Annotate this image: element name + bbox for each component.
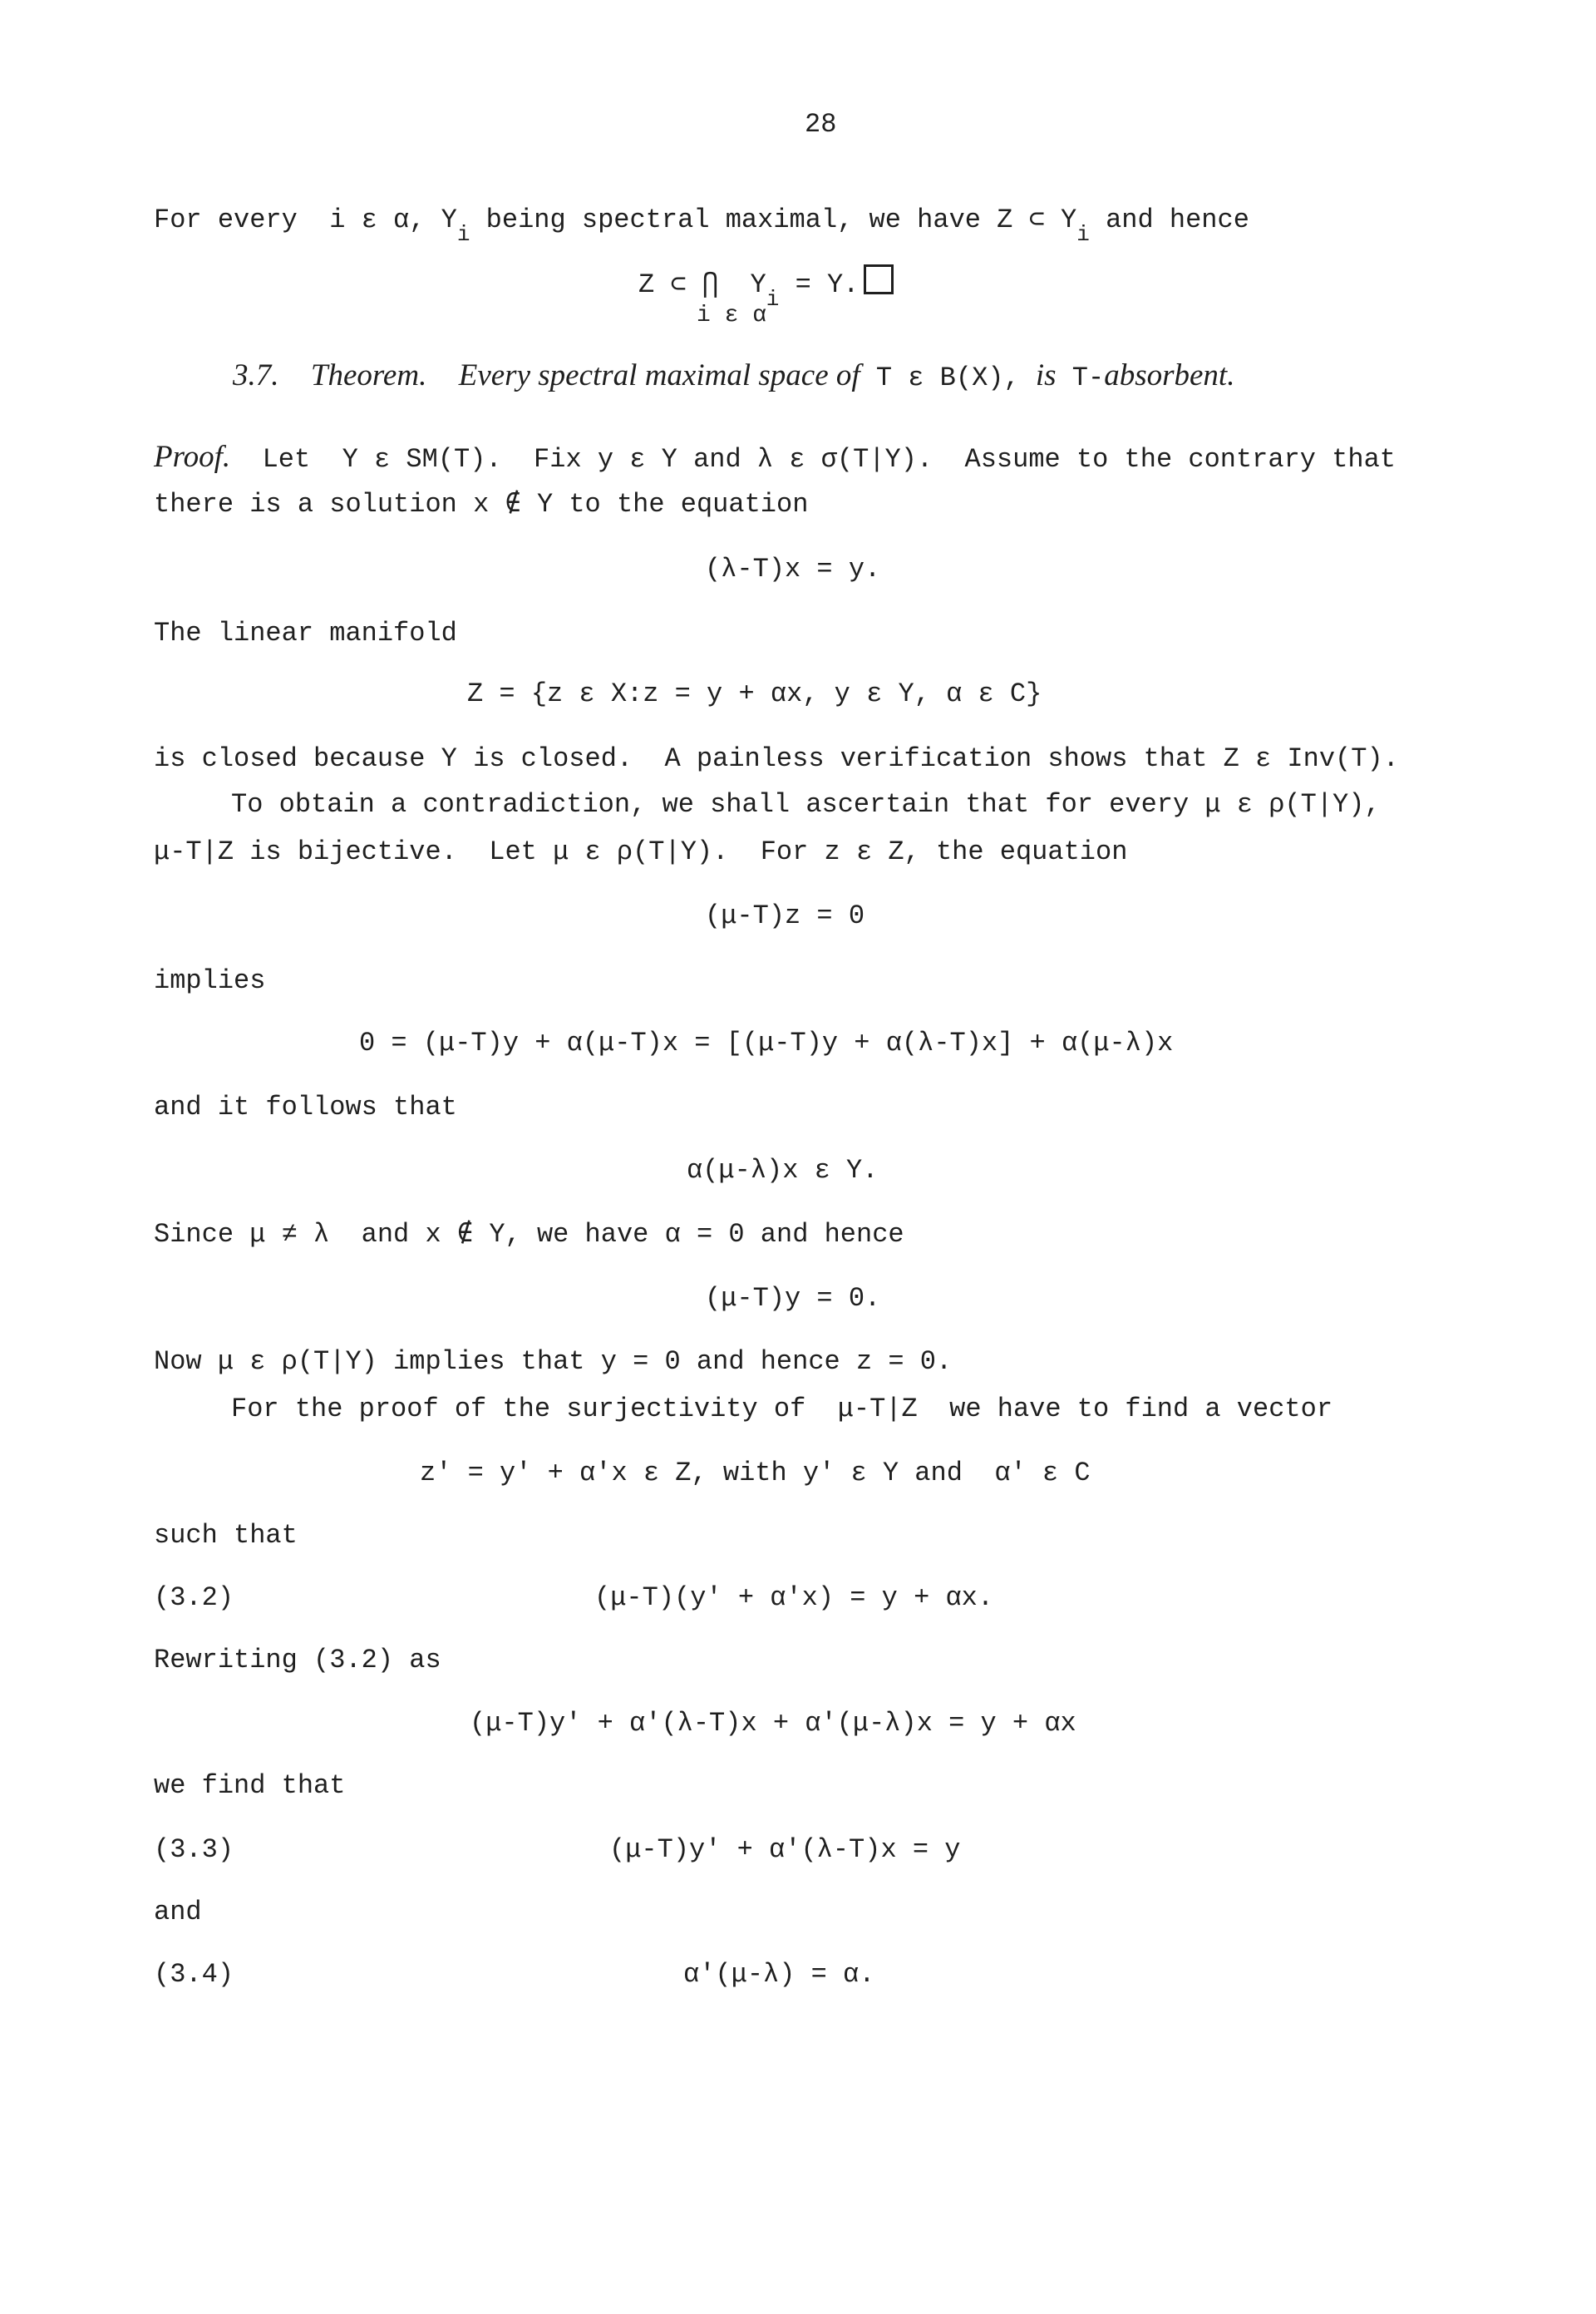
text-fragment: and hence [1089, 205, 1249, 235]
theorem-text: absorbent. [1104, 358, 1235, 392]
equation-1: (λ-T)x = y. [705, 554, 881, 585]
theorem-text: T ε B(X), [860, 363, 1036, 393]
equation-4: 0 = (μ-T)y + α(μ-T)x = [(μ-T)y + α(λ-T)x] + α(μ-λ)x [359, 1028, 1174, 1058]
proof-line-2: there is a solution x ∉ Y to the equation [154, 489, 809, 520]
theorem-text: T- [1056, 363, 1105, 393]
text-line: The linear manifold [154, 618, 457, 649]
equation-fragment: Z ⊂ ⋂ Y [638, 269, 766, 300]
text-line: implies [154, 965, 266, 996]
subscript: i [456, 222, 470, 247]
equation-11: α'(μ-λ) = α. [683, 1959, 875, 1990]
text-fragment: Let Y ε SM(T). Fix y ε Y and λ ε σ(T|Y). Assume to the contrary that [230, 444, 1396, 475]
equation-6: (μ-T)y = 0. [705, 1283, 881, 1314]
equation-9: (μ-T)y' + α'(λ-T)x + α'(μ-λ)x = y + αx [470, 1708, 1076, 1739]
text-line: μ-T|Z is bijective. Let μ ε ρ(T|Y). For z ε Z, the equation [154, 836, 1128, 867]
text-line: and [154, 1897, 202, 1927]
equation-8: (μ-T)(y' + α'x) = y + αx. [594, 1582, 994, 1613]
text-line: such that [154, 1520, 298, 1551]
equation-2: Z = {z ε X:z = y + αx, y ε Y, α ε C} [467, 678, 1042, 709]
equation-3: (μ-T)z = 0 [705, 900, 865, 931]
text-line: For the proof of the surjectivity of μ-T|Z we have to find a vector [231, 1394, 1333, 1424]
text-line: Now μ ε ρ(T|Y) implies that y = 0 and hence z = 0. [154, 1346, 953, 1377]
proof-line-1 [154, 441, 1396, 476]
qed-box-icon [864, 264, 894, 294]
text-line: is closed because Y is closed. A painless verification shows that Z ε Inv(T). [154, 743, 1399, 774]
text-line: Rewriting (3.2) as [154, 1645, 441, 1675]
text-line: Since μ ≠ λ and x ∉ Y, we have α = 0 and hence [154, 1219, 904, 1250]
equation-10: (μ-T)y' + α'(λ-T)x = y [609, 1834, 961, 1865]
text-fragment: being spectral maximal, we have Z ⊂ Y [470, 205, 1077, 235]
equation-fragment: = Y. [779, 269, 860, 300]
equation-7: z' = y' + α'x ε Z, with y' ε Y and α' ε C [420, 1458, 1091, 1488]
theorem-text: is [1035, 358, 1057, 392]
equation-5: α(μ-λ)x ε Y. [687, 1155, 879, 1186]
text-line: we find that [154, 1770, 346, 1801]
subscript: i [766, 287, 780, 312]
text-line-1 [154, 204, 1249, 247]
equation-intersection-index: i ε α [697, 303, 767, 328]
theorem-statement [233, 359, 1234, 395]
text-line: and it follows that [154, 1092, 457, 1122]
theorem-text: Every spectral maximal space of [458, 358, 860, 392]
text-line: To obtain a contradiction, we shall ascertain that for every μ ε ρ(T|Y), [231, 789, 1381, 820]
equation-tag: (3.4) [154, 1959, 234, 1990]
equation-intersection [638, 264, 894, 312]
page-number: 28 [805, 109, 837, 140]
equation-tag: (3.3) [154, 1834, 234, 1865]
subscript: i [1076, 222, 1090, 247]
theorem-number: 3.7. [233, 358, 279, 392]
theorem-heading: Theorem. [310, 358, 427, 392]
proof-heading: Proof. [154, 440, 231, 474]
text-fragment: For every i ε α, Y [154, 205, 457, 235]
equation-tag: (3.2) [154, 1582, 234, 1613]
